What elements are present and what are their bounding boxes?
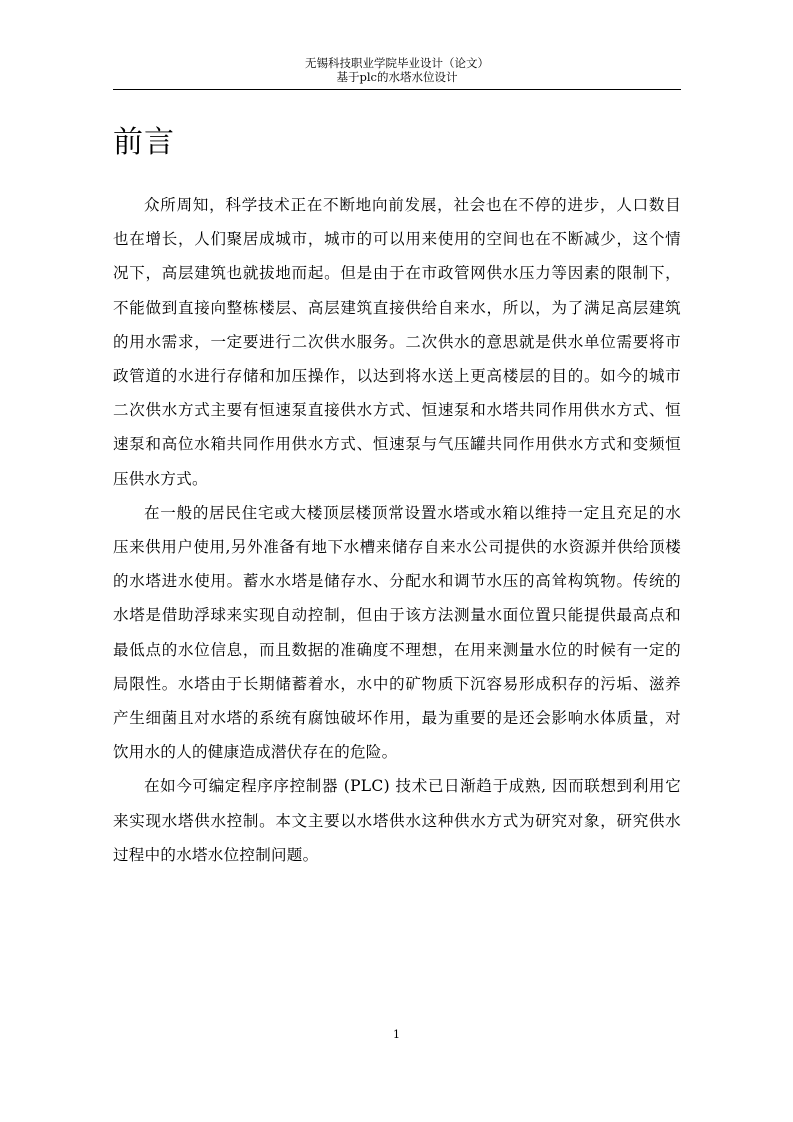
paragraph: 在一般的居民住宅或大楼顶层楼顶常设置水塔或水箱以维持一定且充足的水压来供用户使用,另外准备有地下水槽来储存自来水公司提供的水资源并供给顶楼的水塔进水使用。蓄水水塔是储存水、分配水和调节水压的高耸构筑物。传统的水塔是借助浮球来实现自动控制，但由于该方法测量水面位置只能提供最高点和最低点的水位信息，而且数据的准确度不理想，在用来测量水位的时候有一定的局限性。水塔由于长期储蓄着水，水中的矿物质下沉容易形成积存的污垢、滋养产生细菌且对水塔的系统有腐蚀破坏作用，最为重要的是还会影响水体质量，对饮用水的人的健康造成潜伏存在的危险。: [113, 503, 681, 762]
body-text: [113, 188, 681, 872]
page-header: [113, 56, 681, 84]
page-number: 1: [393, 1028, 400, 1041]
header-thesis-title: 基于plc的水塔水位设计: [336, 70, 458, 84]
paragraph: 在如今可编定程序序控制器 (PLC) 技术已日渐趋于成熟, 因而联想到利用它来实现水塔供水控制。本文主要以水塔供水这种供水方式为研究对象，研究供水过程中的水塔水位控制问题。: [113, 777, 681, 864]
header-divider: [113, 89, 681, 90]
section-title: 前言: [113, 125, 175, 160]
paragraph: 众所周知，科学技术正在不断地向前发展，社会也在不停的进步，人口数目也在增长，人们聚居成城市，城市的可以用来使用的空间也在不断减少，这个情况下，高层建筑也就拔地而起。但是由于在市政管网供水压力等因素的限制下，不能做到直接向整栋楼层、高层建筑直接供给自来水，所以，为了满足高层建筑的用水需求，一定要进行二次供水服务。二次供水的意思就是供水单位需要将市政管道的水进行存储和加压操作，以达到将水送上更高楼层的目的。如今的城市二次供水方式主要有恒速泵直接供水方式、恒速泵和水塔共同作用供水方式、恒速泵和高位水箱共同作用供水方式、恒速泵与气压罐共同作用供水方式和变频恒压供水方式。: [113, 196, 681, 488]
header-school-line: 无锡科技职业学院毕业设计（论文）: [305, 56, 489, 70]
